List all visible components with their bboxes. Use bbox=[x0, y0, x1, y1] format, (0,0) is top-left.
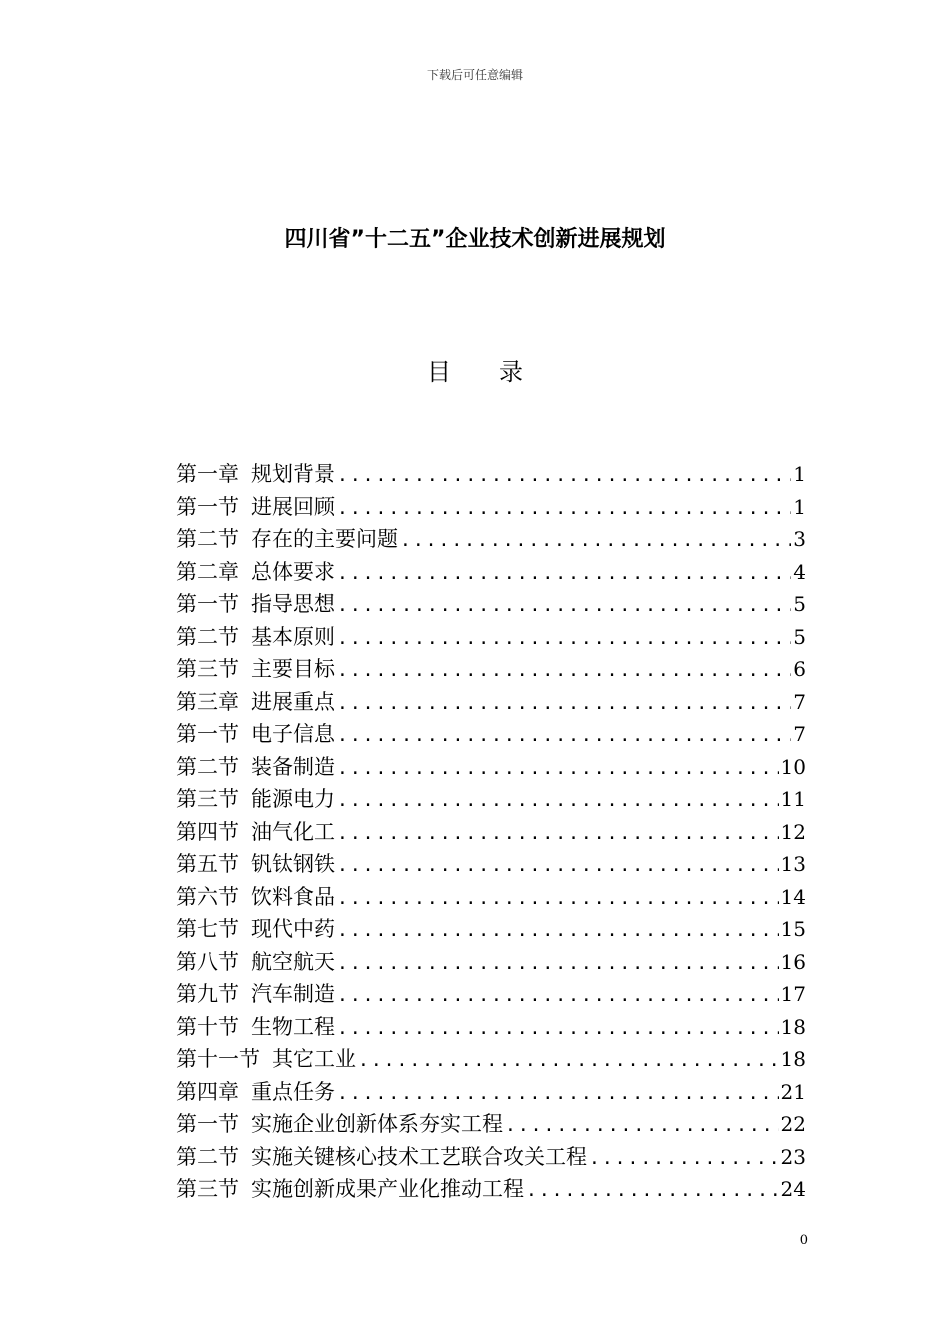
toc-entry-label bbox=[176, 816, 335, 849]
toc-entry-label bbox=[176, 1108, 503, 1141]
toc-entry-label bbox=[176, 1141, 587, 1174]
toc-entry-text: 生物工程 bbox=[251, 1014, 335, 1039]
toc-entry-text: 规划背景 bbox=[251, 462, 335, 486]
toc-dot-leader bbox=[400, 525, 791, 556]
toc-entry-text: 其它工业 bbox=[272, 1047, 356, 1071]
toc-entry-label bbox=[176, 913, 335, 946]
toc-entry-number: 第七节 bbox=[176, 917, 239, 941]
toc-entry-label bbox=[176, 718, 335, 751]
toc-entry-page: 4 bbox=[793, 559, 806, 584]
toc-entry-page: 16 bbox=[780, 949, 806, 974]
toc-entry[interactable] bbox=[176, 816, 806, 849]
toc-entry-label bbox=[176, 588, 335, 621]
toc-entry-page: 11 bbox=[780, 787, 806, 811]
toc-entry-text: 装备制造 bbox=[251, 754, 335, 779]
toc-entry-text: 主要目标 bbox=[251, 657, 335, 681]
header-note: 下载后可任意编辑 bbox=[426, 68, 523, 82]
toc-dot-leader bbox=[337, 558, 791, 589]
toc-entry-number: 第六节 bbox=[176, 884, 239, 909]
toc-dot-leader bbox=[337, 915, 779, 946]
toc-entry[interactable] bbox=[176, 1173, 806, 1206]
toc-entry-page: 18 bbox=[780, 1047, 806, 1071]
toc-entry-page: 18 bbox=[780, 1014, 806, 1039]
toc-entry-number: 第二节 bbox=[176, 1144, 239, 1169]
toc-entry-number: 第四节 bbox=[176, 819, 239, 844]
toc-entry-label bbox=[176, 783, 335, 816]
toc-entry-text: 进展回顾 bbox=[251, 494, 335, 519]
toc-dot-leader bbox=[337, 493, 791, 524]
toc-entry-number: 第三节 bbox=[176, 787, 239, 811]
toc-entry-text: 能源电力 bbox=[251, 787, 335, 811]
toc-entry-text: 汽车制造 bbox=[251, 982, 335, 1006]
toc-dot-leader bbox=[337, 850, 779, 881]
toc-entry-number: 第二节 bbox=[176, 527, 239, 551]
toc-entry-text: 重点任务 bbox=[251, 1079, 335, 1104]
toc-heading bbox=[0, 352, 950, 387]
toc-entry-label bbox=[176, 458, 335, 491]
page-number: 0 bbox=[799, 1233, 808, 1248]
toc-entry-number: 第三节 bbox=[176, 657, 239, 681]
toc-dot-leader bbox=[337, 623, 791, 654]
toc-entry-page: 10 bbox=[780, 754, 806, 779]
document-title: 四川省”十二五”企业技术创新进展规划 bbox=[284, 227, 666, 252]
toc-dot-leader bbox=[337, 655, 791, 686]
toc-entry-page: 1 bbox=[793, 462, 806, 486]
toc-entry-number: 第九节 bbox=[176, 982, 239, 1006]
toc-entry-number: 第二章 bbox=[176, 559, 239, 584]
toc-entry[interactable] bbox=[176, 556, 806, 589]
table-of-contents bbox=[176, 458, 806, 1206]
toc-dot-leader bbox=[337, 948, 779, 979]
toc-dot-leader bbox=[337, 1078, 779, 1109]
toc-entry-text: 实施企业创新体系夯实工程 bbox=[251, 1112, 503, 1136]
toc-entry-text: 电子信息 bbox=[251, 722, 335, 746]
toc-entry-number: 第一节 bbox=[176, 592, 239, 616]
toc-entry[interactable] bbox=[176, 653, 806, 686]
toc-entry-page: 23 bbox=[780, 1144, 806, 1169]
toc-entry-label bbox=[176, 491, 335, 524]
toc-entry-text: 存在的主要问题 bbox=[251, 527, 398, 551]
toc-entry-page: 7 bbox=[793, 689, 806, 714]
toc-entry-page: 5 bbox=[793, 624, 806, 649]
toc-entry-number: 第三节 bbox=[176, 1177, 239, 1201]
toc-entry-number: 第五节 bbox=[176, 852, 239, 876]
toc-entry[interactable] bbox=[176, 783, 806, 816]
toc-dot-leader bbox=[358, 1045, 779, 1076]
toc-entry-text: 油气化工 bbox=[251, 819, 335, 844]
toc-entry-page: 7 bbox=[793, 722, 806, 746]
toc-dot-leader bbox=[337, 590, 791, 621]
toc-entry-text: 指导思想 bbox=[251, 592, 335, 616]
toc-dot-leader bbox=[337, 753, 779, 784]
toc-entry-text: 总体要求 bbox=[251, 559, 335, 584]
toc-dot-leader bbox=[337, 688, 791, 719]
toc-heading-right: 录 bbox=[499, 358, 523, 386]
toc-entry-text: 航空航天 bbox=[251, 949, 335, 974]
toc-entry[interactable] bbox=[176, 523, 806, 556]
toc-entry[interactable] bbox=[176, 946, 806, 979]
toc-entry-label bbox=[176, 1076, 335, 1109]
toc-entry-page: 22 bbox=[780, 1112, 806, 1136]
toc-entry-number: 第四章 bbox=[176, 1079, 239, 1104]
toc-entry-page: 24 bbox=[780, 1177, 806, 1201]
toc-entry-label bbox=[176, 751, 335, 784]
toc-entry-page: 1 bbox=[793, 494, 806, 519]
toc-entry[interactable] bbox=[176, 881, 806, 914]
toc-entry-text: 钒钛钢铁 bbox=[251, 852, 335, 876]
toc-dot-leader bbox=[337, 785, 779, 816]
toc-dot-leader bbox=[337, 720, 791, 751]
toc-entry-label bbox=[176, 1011, 335, 1044]
toc-dot-leader bbox=[337, 883, 779, 914]
toc-dot-leader bbox=[337, 980, 779, 1011]
toc-dot-leader bbox=[337, 1013, 779, 1044]
toc-entry[interactable] bbox=[176, 978, 806, 1011]
toc-entry-number: 第十一节 bbox=[176, 1047, 260, 1071]
toc-entry-label bbox=[176, 556, 335, 589]
toc-entry-number: 第二节 bbox=[176, 754, 239, 779]
toc-entry[interactable] bbox=[176, 718, 806, 751]
toc-entry-number: 第一节 bbox=[176, 1112, 239, 1136]
toc-entry[interactable] bbox=[176, 458, 806, 491]
toc-entry-text: 实施创新成果产业化推动工程 bbox=[251, 1177, 524, 1201]
toc-entry-number: 第一节 bbox=[176, 494, 239, 519]
toc-entry-page: 5 bbox=[793, 592, 806, 616]
toc-dot-leader bbox=[589, 1143, 779, 1174]
toc-entry[interactable] bbox=[176, 1043, 806, 1076]
toc-entry-label bbox=[176, 523, 398, 556]
toc-entry-number: 第二节 bbox=[176, 624, 239, 649]
toc-entry[interactable] bbox=[176, 1141, 806, 1174]
toc-entry-label bbox=[176, 881, 335, 914]
toc-dot-leader bbox=[526, 1175, 779, 1206]
toc-entry-text: 现代中药 bbox=[251, 917, 335, 941]
toc-entry[interactable] bbox=[176, 621, 806, 654]
toc-entry[interactable] bbox=[176, 588, 806, 621]
toc-dot-leader bbox=[337, 818, 779, 849]
toc-entry[interactable] bbox=[176, 848, 806, 881]
toc-entry-text: 基本原则 bbox=[251, 624, 335, 649]
toc-entry-page: 6 bbox=[793, 657, 806, 681]
toc-entry[interactable] bbox=[176, 751, 806, 784]
toc-entry-page: 13 bbox=[780, 852, 806, 876]
toc-entry-page: 21 bbox=[780, 1079, 806, 1104]
toc-dot-leader bbox=[337, 460, 791, 491]
toc-entry-label bbox=[176, 848, 335, 881]
toc-entry-text: 实施关键核心技术工艺联合攻关工程 bbox=[251, 1144, 587, 1169]
toc-entry-label bbox=[176, 621, 335, 654]
toc-entry-label bbox=[176, 1173, 524, 1206]
toc-entry[interactable] bbox=[176, 1011, 806, 1044]
toc-entry-page: 15 bbox=[780, 917, 806, 941]
toc-entry-label bbox=[176, 686, 335, 719]
toc-entry-page: 14 bbox=[780, 884, 806, 909]
toc-entry[interactable] bbox=[176, 1076, 806, 1109]
toc-entry-number: 第一节 bbox=[176, 722, 239, 746]
toc-entry-page: 12 bbox=[780, 819, 806, 844]
toc-entry-page: 3 bbox=[793, 527, 806, 551]
toc-entry-number: 第三章 bbox=[176, 689, 239, 714]
toc-entry[interactable] bbox=[176, 1108, 806, 1141]
toc-entry[interactable] bbox=[176, 686, 806, 719]
toc-entry-label bbox=[176, 978, 335, 1011]
toc-entry-number: 第一章 bbox=[176, 462, 239, 486]
toc-entry-number: 第八节 bbox=[176, 949, 239, 974]
toc-entry-label bbox=[176, 653, 335, 686]
toc-entry-page: 17 bbox=[780, 982, 806, 1006]
toc-entry-label bbox=[176, 946, 335, 979]
toc-heading-left: 目 bbox=[427, 358, 451, 386]
toc-entry-number: 第十节 bbox=[176, 1014, 239, 1039]
toc-entry-text: 饮料食品 bbox=[251, 884, 335, 909]
toc-entry[interactable] bbox=[176, 913, 806, 946]
toc-entry-text: 进展重点 bbox=[251, 689, 335, 714]
toc-entry[interactable] bbox=[176, 491, 806, 524]
toc-dot-leader bbox=[505, 1110, 779, 1141]
toc-entry-label bbox=[176, 1043, 356, 1076]
